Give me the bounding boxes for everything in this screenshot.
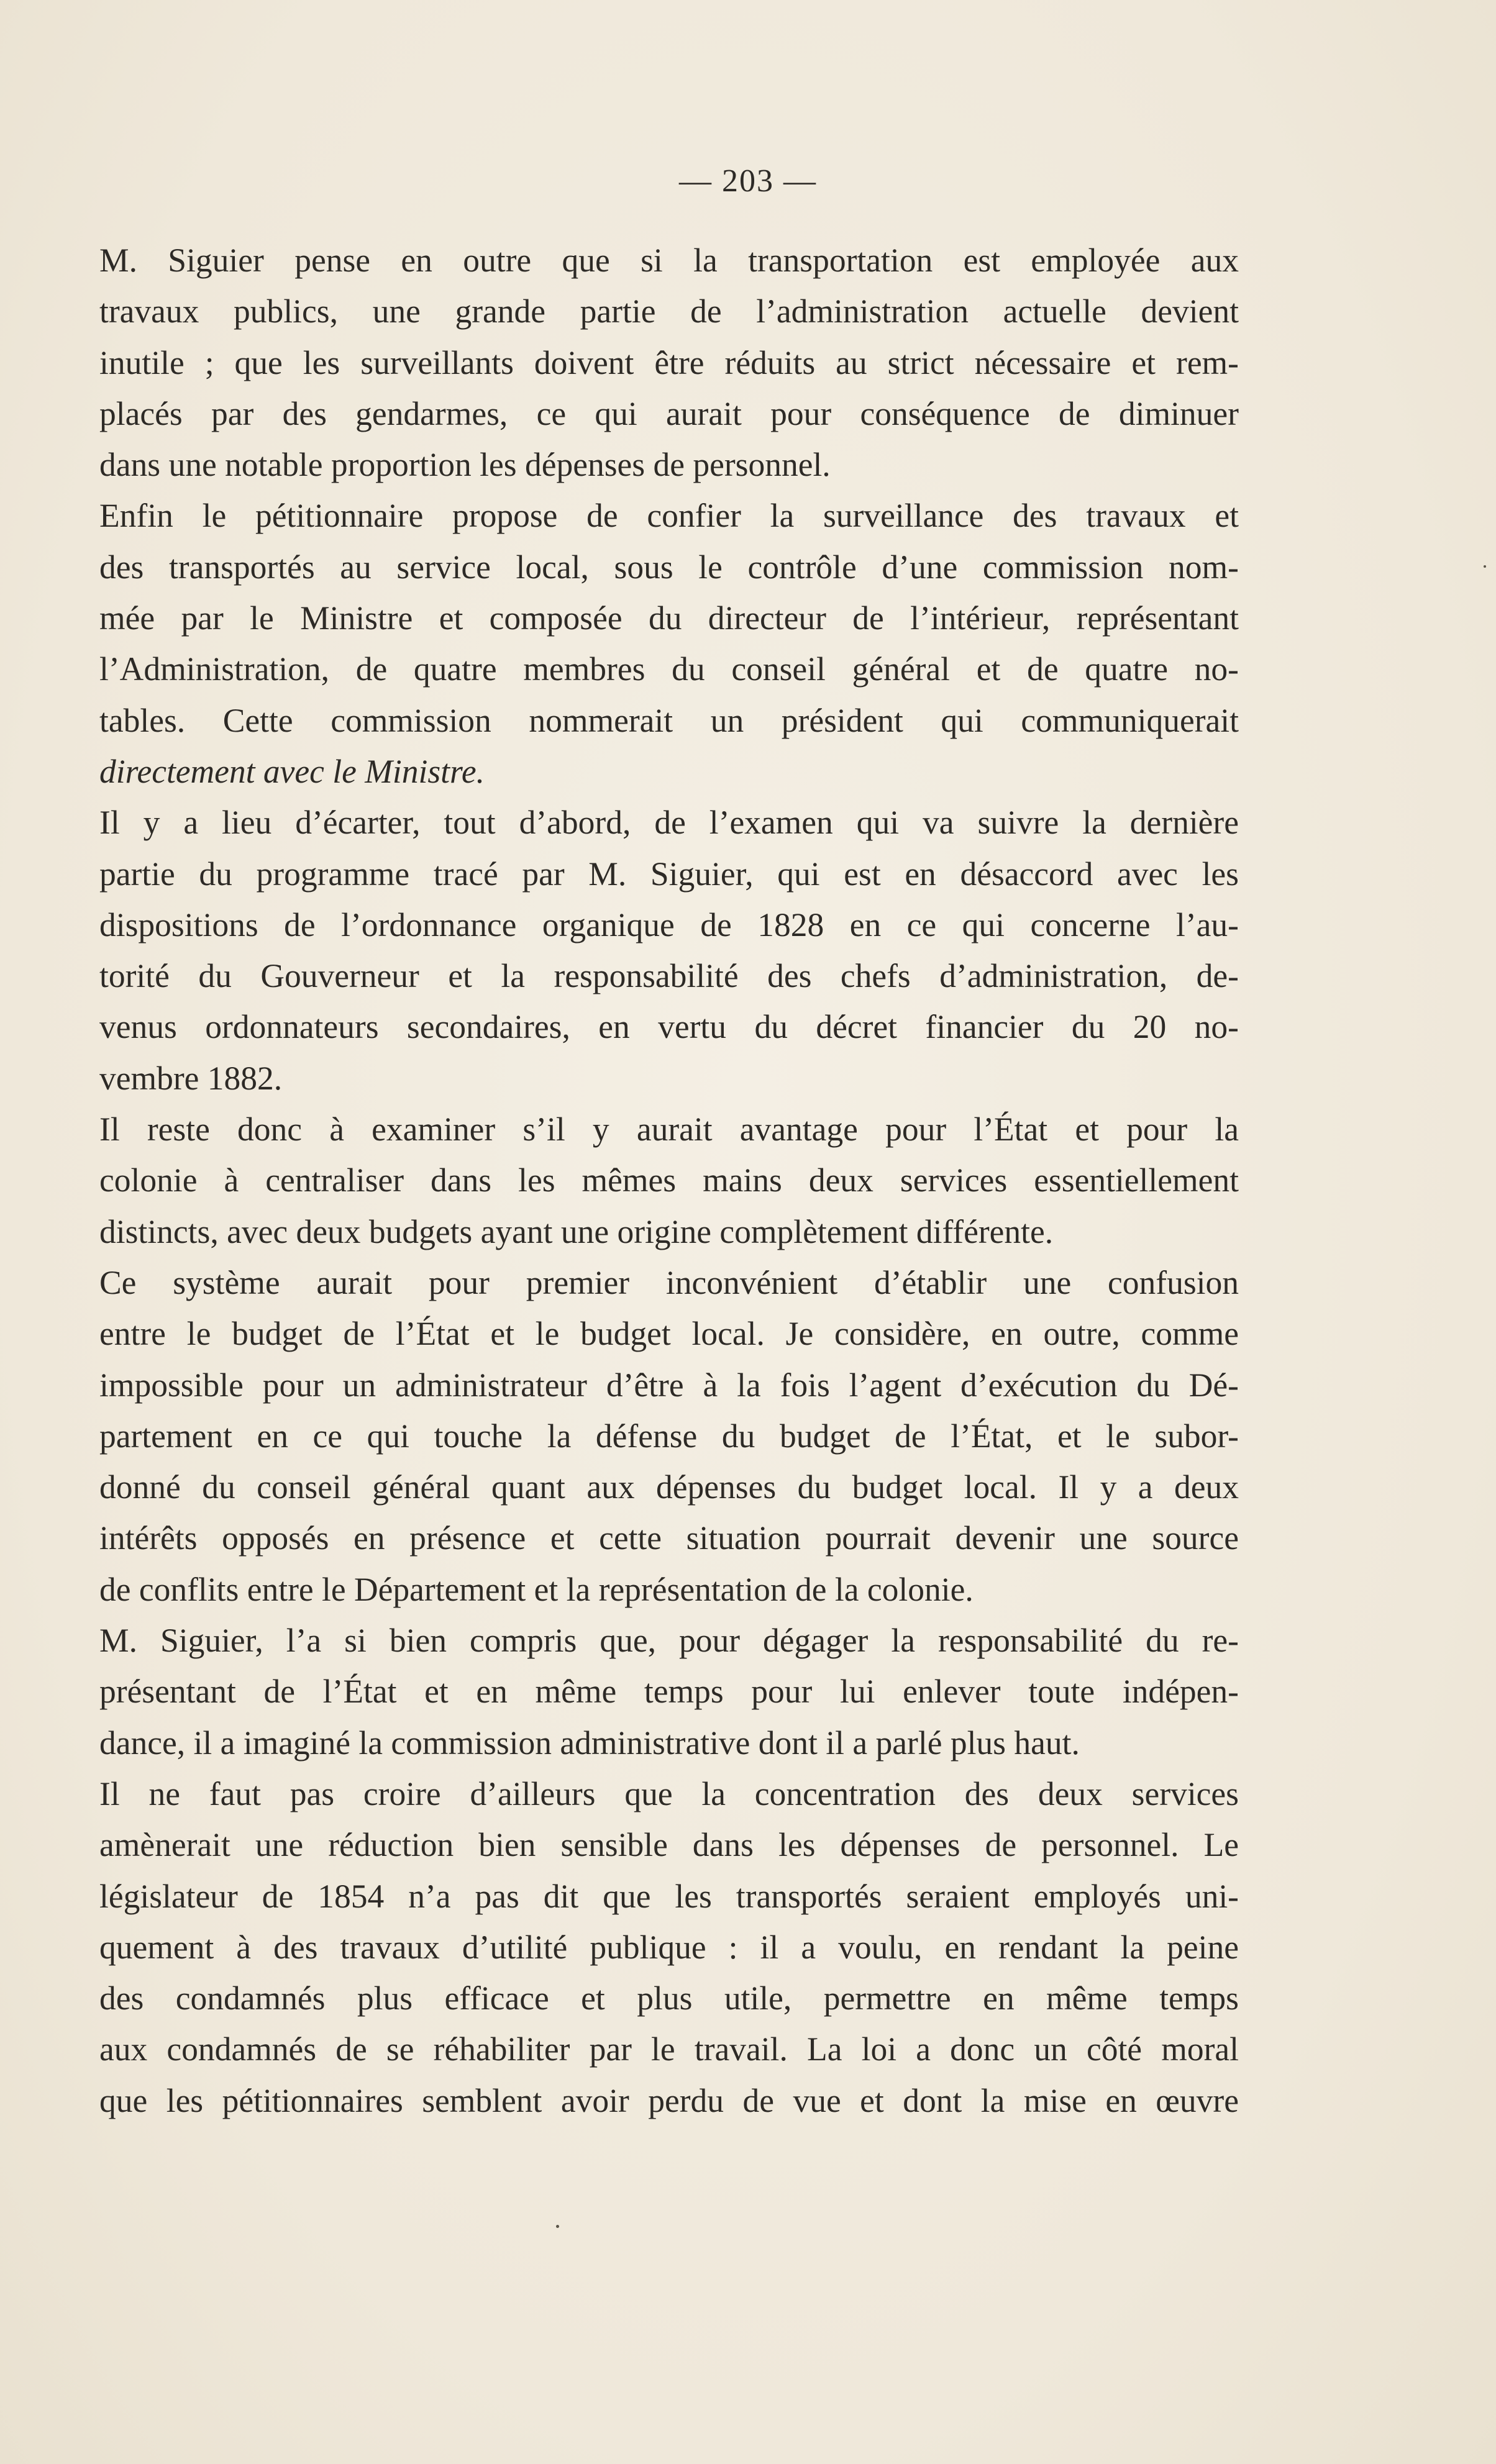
text-line: partement en ce qui touche la défense du budget de l’État, et le subor-	[99, 1417, 1239, 1455]
ink-speck	[556, 2225, 559, 2228]
text-line: colonie à centraliser dans les mêmes mains deux services essentiellement	[99, 1162, 1239, 1199]
text-line: M. Siguier, l’a si bien compris que, pour dégager la responsabilité du re-	[99, 1622, 1239, 1660]
page-number: — 203 —	[679, 163, 817, 199]
paragraph	[99, 1768, 1239, 2126]
text-line: législateur de 1854 n’a pas dit que les transportés seraient employés uni-	[99, 1877, 1239, 1915]
text-line: amènerait une réduction bien sensible dans les dépenses de personnel. Le	[99, 1826, 1239, 1864]
text-line: tables. Cette commission nommerait un président qui communiquerait	[99, 701, 1239, 739]
paragraph	[99, 1257, 1239, 1615]
text-line: vembre 1882.	[99, 1059, 283, 1097]
text-line: quement à des travaux d’utilité publique : il a voulu, en rendant la peine	[99, 1928, 1239, 1966]
text-line: inutile ; que les surveillants doivent être réduits au strict nécessaire et rem-	[99, 343, 1239, 381]
text-line: directement avec le Ministre.	[99, 752, 485, 790]
text-line: entre le budget de l’État et le budget local. Je considère, en outre, comme	[99, 1315, 1239, 1353]
text-line: travaux publics, une grande partie de l’administration actuelle devient	[99, 293, 1239, 330]
text-line: Il ne faut pas croire d’ailleurs que la concentration des deux services	[99, 1775, 1239, 1812]
paragraph	[99, 1615, 1239, 1768]
text-line: dance, il a imaginé la commission administrative dont il a parlé plus haut.	[99, 1724, 1080, 1762]
text-line: présentant de l’État et en même temps pour lui enlever toute indépen-	[99, 1673, 1239, 1711]
text-line: mée par le Ministre et composée du directeur de l’intérieur, représentant	[99, 599, 1239, 637]
paragraph	[99, 1104, 1239, 1257]
text-line: dans une notable proportion les dépenses de personnel.	[99, 446, 831, 484]
text-line: donné du conseil général quant aux dépenses du budget local. Il y a deux	[99, 1468, 1239, 1506]
text-line: des condamnés plus efficace et plus utile, permettre en même temps	[99, 1980, 1239, 2017]
paragraph	[99, 797, 1239, 1104]
text-line: distincts, avec deux budgets ayant une origine complètement différente.	[99, 1212, 1054, 1250]
text-line: l’Administration, de quatre membres du conseil général et de quatre no-	[99, 650, 1239, 688]
text-line: de conflits entre le Département et la représentation de la colonie.	[99, 1570, 974, 1608]
text-line: M. Siguier pense en outre que si la transportation est employée aux	[99, 242, 1239, 279]
text-line: placés par des gendarmes, ce qui aurait pour conséquence de diminuer	[99, 394, 1239, 432]
body-text	[99, 235, 1239, 2126]
text-line: dispositions de l’ordonnance organique de 1828 en ce qui concerne l’au-	[99, 906, 1239, 943]
text-line: Enfin le pétitionnaire propose de confier la surveillance des travaux et	[99, 497, 1239, 535]
text-line: que les pétitionnaires semblent avoir perdu de vue et dont la mise en œuvre	[99, 2081, 1239, 2119]
text-line: Il y a lieu d’écarter, tout d’abord, de l’examen qui va suivre la dernière	[99, 804, 1239, 842]
text-line: impossible pour un administrateur d’être à la fois l’agent d’exécution du Dé-	[99, 1366, 1239, 1404]
text-line: torité du Gouverneur et la responsabilité des chefs d’administration, de-	[99, 957, 1239, 995]
text-line: intérêts opposés en présence et cette situation pourrait devenir une source	[99, 1519, 1239, 1557]
text-line: des transportés au service local, sous le contrôle d’une commission nom-	[99, 548, 1239, 586]
paragraph	[99, 490, 1239, 797]
text-line: partie du programme tracé par M. Siguier, qui est en désaccord avec les	[99, 855, 1239, 893]
text-line: aux condamnés de se réhabiliter par le travail. La loi a donc un côté moral	[99, 2030, 1239, 2068]
text-line: venus ordonnateurs secondaires, en vertu du décret financier du 20 no-	[99, 1008, 1239, 1046]
paragraph	[99, 235, 1239, 490]
text-line: Ce système aurait pour premier inconvénient d’établir une confusion	[99, 1263, 1239, 1301]
ink-speck	[1484, 565, 1486, 568]
text-line: Il reste donc à examiner s’il y aurait avantage pour l’État et pour la	[99, 1111, 1239, 1148]
